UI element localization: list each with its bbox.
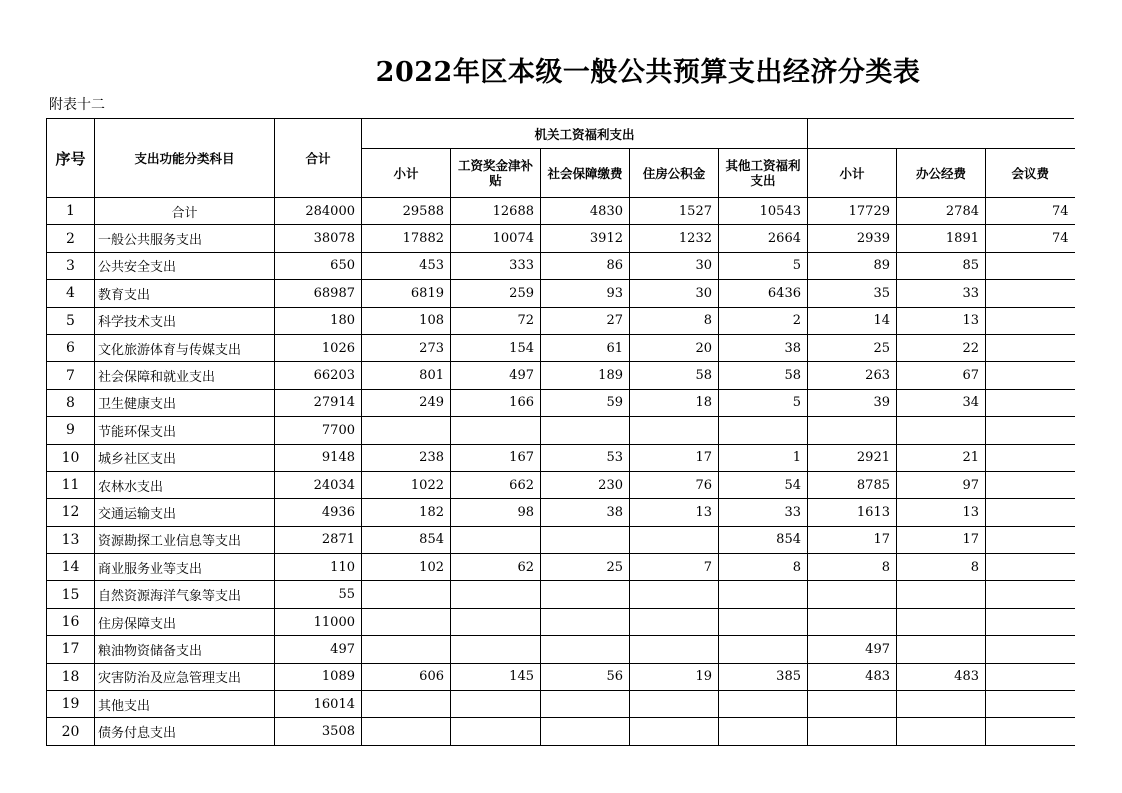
row-seq: 16 [47,608,95,635]
row-value [630,636,719,663]
row-value: 8 [897,554,986,581]
row-total: 1026 [275,334,362,361]
row-value: 61 [541,334,630,361]
row-total: 7700 [275,417,362,444]
row-value [719,608,808,635]
row-value [451,691,541,718]
row-value: 86 [541,252,630,279]
row-value [719,691,808,718]
row-value: 6819 [362,280,451,307]
row-value: 273 [362,334,451,361]
row-value [451,636,541,663]
row-value [541,608,630,635]
row-category: 文化旅游体育与传媒支出 [95,334,275,361]
header-category: 支出功能分类科目 [95,119,275,198]
row-seq: 5 [47,307,95,334]
row-category: 社会保障和就业支出 [95,362,275,389]
row-value: 497 [808,636,897,663]
row-value: 854 [362,526,451,553]
row-value: 8 [719,554,808,581]
row-total: 110 [275,554,362,581]
row-value: 2664 [719,225,808,252]
row-total: 68987 [275,280,362,307]
row-value: 13 [897,307,986,334]
row-seq: 19 [47,691,95,718]
row-seq: 4 [47,280,95,307]
row-value: 27 [541,307,630,334]
row-total: 11000 [275,608,362,635]
row-value [719,636,808,663]
row-value [541,636,630,663]
row-value [897,581,986,608]
header-wages: 工资奖金津补贴 [451,149,541,198]
row-value [986,691,1075,718]
row-value [986,252,1075,279]
row-value [541,718,630,745]
row-value: 38 [541,499,630,526]
row-value: 108 [362,307,451,334]
row-seq: 8 [47,389,95,416]
row-value [897,636,986,663]
header-social-security: 社会保障缴费 [541,149,630,198]
row-value: 1613 [808,499,897,526]
row-value: 2784 [897,198,986,225]
row-value [986,362,1075,389]
row-category: 科学技术支出 [95,307,275,334]
row-value: 54 [719,471,808,498]
row-category: 其他支出 [95,691,275,718]
row-value: 93 [541,280,630,307]
row-value: 17 [808,526,897,553]
row-value: 13 [630,499,719,526]
row-value [986,444,1075,471]
row-category: 自然资源海洋气象等支出 [95,581,275,608]
row-total: 2871 [275,526,362,553]
row-value [986,280,1075,307]
row-seq: 1 [47,198,95,225]
row-value: 59 [541,389,630,416]
row-value [362,608,451,635]
row-value: 22 [897,334,986,361]
row-value: 385 [719,663,808,690]
row-value [986,526,1075,553]
row-value [986,718,1075,745]
row-value [451,608,541,635]
row-seq: 15 [47,581,95,608]
row-value: 38 [719,334,808,361]
row-value [897,417,986,444]
row-value: 2 [719,307,808,334]
row-value: 19 [630,663,719,690]
table-row [47,417,1075,444]
table-row [47,526,1075,553]
row-seq: 10 [47,444,95,471]
row-value: 1022 [362,471,451,498]
row-value: 10074 [451,225,541,252]
header-office-expense: 办公经费 [897,149,986,198]
row-category: 资源勘探工业信息等支出 [95,526,275,553]
row-value [986,608,1075,635]
row-seq: 13 [47,526,95,553]
row-value [808,417,897,444]
row-value [986,581,1075,608]
row-total: 497 [275,636,362,663]
row-category: 住房保障支出 [95,608,275,635]
row-seq: 18 [47,663,95,690]
row-category: 节能环保支出 [95,417,275,444]
header-total: 合计 [275,119,362,198]
page-title: 2022年区本级一般公共预算支出经济分类表 [375,57,921,88]
row-value [719,417,808,444]
row-value: 166 [451,389,541,416]
row-value [451,581,541,608]
row-value: 182 [362,499,451,526]
row-value [362,636,451,663]
row-value [808,691,897,718]
row-value: 249 [362,389,451,416]
row-total: 38078 [275,225,362,252]
row-value: 662 [451,471,541,498]
header-subtotal-1: 小计 [362,149,451,198]
row-value: 25 [541,554,630,581]
row-total: 1089 [275,663,362,690]
row-total: 4936 [275,499,362,526]
table-row [47,663,1075,690]
row-value [630,608,719,635]
header-group-salary: 机关工资福利支出 [362,119,808,149]
row-category: 合计 [95,198,275,225]
row-value: 154 [451,334,541,361]
table-row [47,252,1075,279]
row-category: 城乡社区支出 [95,444,275,471]
row-value [719,718,808,745]
row-value: 1 [719,444,808,471]
header-group-goods [808,119,1075,149]
row-category: 农林水支出 [95,471,275,498]
header-other-welfare: 其他工资福利支出 [719,149,808,198]
row-value [541,417,630,444]
table-row [47,636,1075,663]
table-row [47,471,1075,498]
row-value: 97 [897,471,986,498]
row-value: 74 [986,198,1075,225]
row-value: 98 [451,499,541,526]
table-row [47,554,1075,581]
row-value [897,718,986,745]
row-value: 167 [451,444,541,471]
row-seq: 20 [47,718,95,745]
row-value: 58 [719,362,808,389]
row-value: 39 [808,389,897,416]
row-total: 24034 [275,471,362,498]
row-seq: 6 [47,334,95,361]
table-row [47,280,1075,307]
row-value: 30 [630,252,719,279]
table-row [47,307,1075,334]
row-total: 16014 [275,691,362,718]
row-value [541,526,630,553]
row-value: 13 [897,499,986,526]
table-row [47,334,1075,361]
row-value: 85 [897,252,986,279]
row-value: 8 [630,307,719,334]
row-value: 1891 [897,225,986,252]
row-value: 3912 [541,225,630,252]
row-value: 238 [362,444,451,471]
row-seq: 2 [47,225,95,252]
row-value: 8 [808,554,897,581]
row-value [986,307,1075,334]
table-row [47,198,1075,225]
row-value [986,554,1075,581]
row-category: 一般公共服务支出 [95,225,275,252]
budget-table [46,118,1075,746]
row-value: 102 [362,554,451,581]
row-total: 180 [275,307,362,334]
row-value [451,718,541,745]
row-value [630,691,719,718]
row-value [630,581,719,608]
row-value: 7 [630,554,719,581]
row-value: 72 [451,307,541,334]
table-row [47,362,1075,389]
row-value: 17882 [362,225,451,252]
table-row [47,691,1075,718]
row-value: 17729 [808,198,897,225]
row-category: 债务付息支出 [95,718,275,745]
row-value: 5 [719,389,808,416]
row-value [986,389,1075,416]
header-housing-fund: 住房公积金 [630,149,719,198]
row-value: 4830 [541,198,630,225]
header-meeting-expense: 会议费 [986,149,1075,198]
row-seq: 7 [47,362,95,389]
row-value: 62 [451,554,541,581]
row-category: 教育支出 [95,280,275,307]
row-seq: 12 [47,499,95,526]
row-value: 18 [630,389,719,416]
row-value: 5 [719,252,808,279]
row-value: 53 [541,444,630,471]
row-total: 284000 [275,198,362,225]
row-value [630,718,719,745]
row-total: 66203 [275,362,362,389]
row-value: 8785 [808,471,897,498]
row-value: 2921 [808,444,897,471]
row-category: 公共安全支出 [95,252,275,279]
row-value [362,718,451,745]
row-value [986,499,1075,526]
row-value: 67 [897,362,986,389]
row-value [719,581,808,608]
row-value: 33 [897,280,986,307]
row-seq: 17 [47,636,95,663]
row-value [362,581,451,608]
row-value [986,417,1075,444]
row-value: 189 [541,362,630,389]
row-category: 交通运输支出 [95,499,275,526]
row-value: 34 [897,389,986,416]
row-value [362,691,451,718]
row-total: 3508 [275,718,362,745]
row-value: 483 [808,663,897,690]
row-category: 商业服务业等支出 [95,554,275,581]
row-total: 650 [275,252,362,279]
row-value [541,581,630,608]
row-value: 333 [451,252,541,279]
row-seq: 14 [47,554,95,581]
row-value [451,417,541,444]
header-subtotal-2: 小计 [808,149,897,198]
row-value: 76 [630,471,719,498]
row-total: 55 [275,581,362,608]
row-value: 29588 [362,198,451,225]
row-value [986,636,1075,663]
row-seq: 3 [47,252,95,279]
row-value: 1232 [630,225,719,252]
row-value [808,608,897,635]
table-row [47,499,1075,526]
row-value: 10543 [719,198,808,225]
row-value: 74 [986,225,1075,252]
row-value: 1527 [630,198,719,225]
row-value [986,471,1075,498]
row-category: 粮油物资储备支出 [95,636,275,663]
row-seq: 11 [47,471,95,498]
table-row [47,389,1075,416]
row-value: 259 [451,280,541,307]
row-value [986,663,1075,690]
row-value [986,334,1075,361]
row-value: 89 [808,252,897,279]
row-value: 2939 [808,225,897,252]
row-value [897,691,986,718]
table-caption: 附表十二 [49,97,105,113]
table-row [47,718,1075,745]
row-value: 33 [719,499,808,526]
row-value: 56 [541,663,630,690]
row-total: 27914 [275,389,362,416]
row-value: 801 [362,362,451,389]
row-value [541,691,630,718]
row-value: 145 [451,663,541,690]
row-category: 灾害防治及应急管理支出 [95,663,275,690]
row-value [630,526,719,553]
row-value [897,608,986,635]
row-category: 卫生健康支出 [95,389,275,416]
row-value: 453 [362,252,451,279]
row-value: 14 [808,307,897,334]
header-seq: 序号 [47,119,95,198]
row-value [808,718,897,745]
row-value: 483 [897,663,986,690]
row-total: 9148 [275,444,362,471]
row-value: 606 [362,663,451,690]
row-value: 854 [719,526,808,553]
row-value: 25 [808,334,897,361]
row-value [808,581,897,608]
row-value [630,417,719,444]
row-value: 58 [630,362,719,389]
row-value: 263 [808,362,897,389]
row-value [451,526,541,553]
table-row [47,581,1075,608]
row-seq: 9 [47,417,95,444]
table-row [47,444,1075,471]
table-row [47,608,1075,635]
row-value: 20 [630,334,719,361]
table-row [47,225,1075,252]
row-value [362,417,451,444]
row-value: 12688 [451,198,541,225]
row-value: 30 [630,280,719,307]
row-value: 230 [541,471,630,498]
row-value: 17 [630,444,719,471]
row-value: 35 [808,280,897,307]
row-value: 21 [897,444,986,471]
row-value: 6436 [719,280,808,307]
row-value: 17 [897,526,986,553]
row-value: 497 [451,362,541,389]
